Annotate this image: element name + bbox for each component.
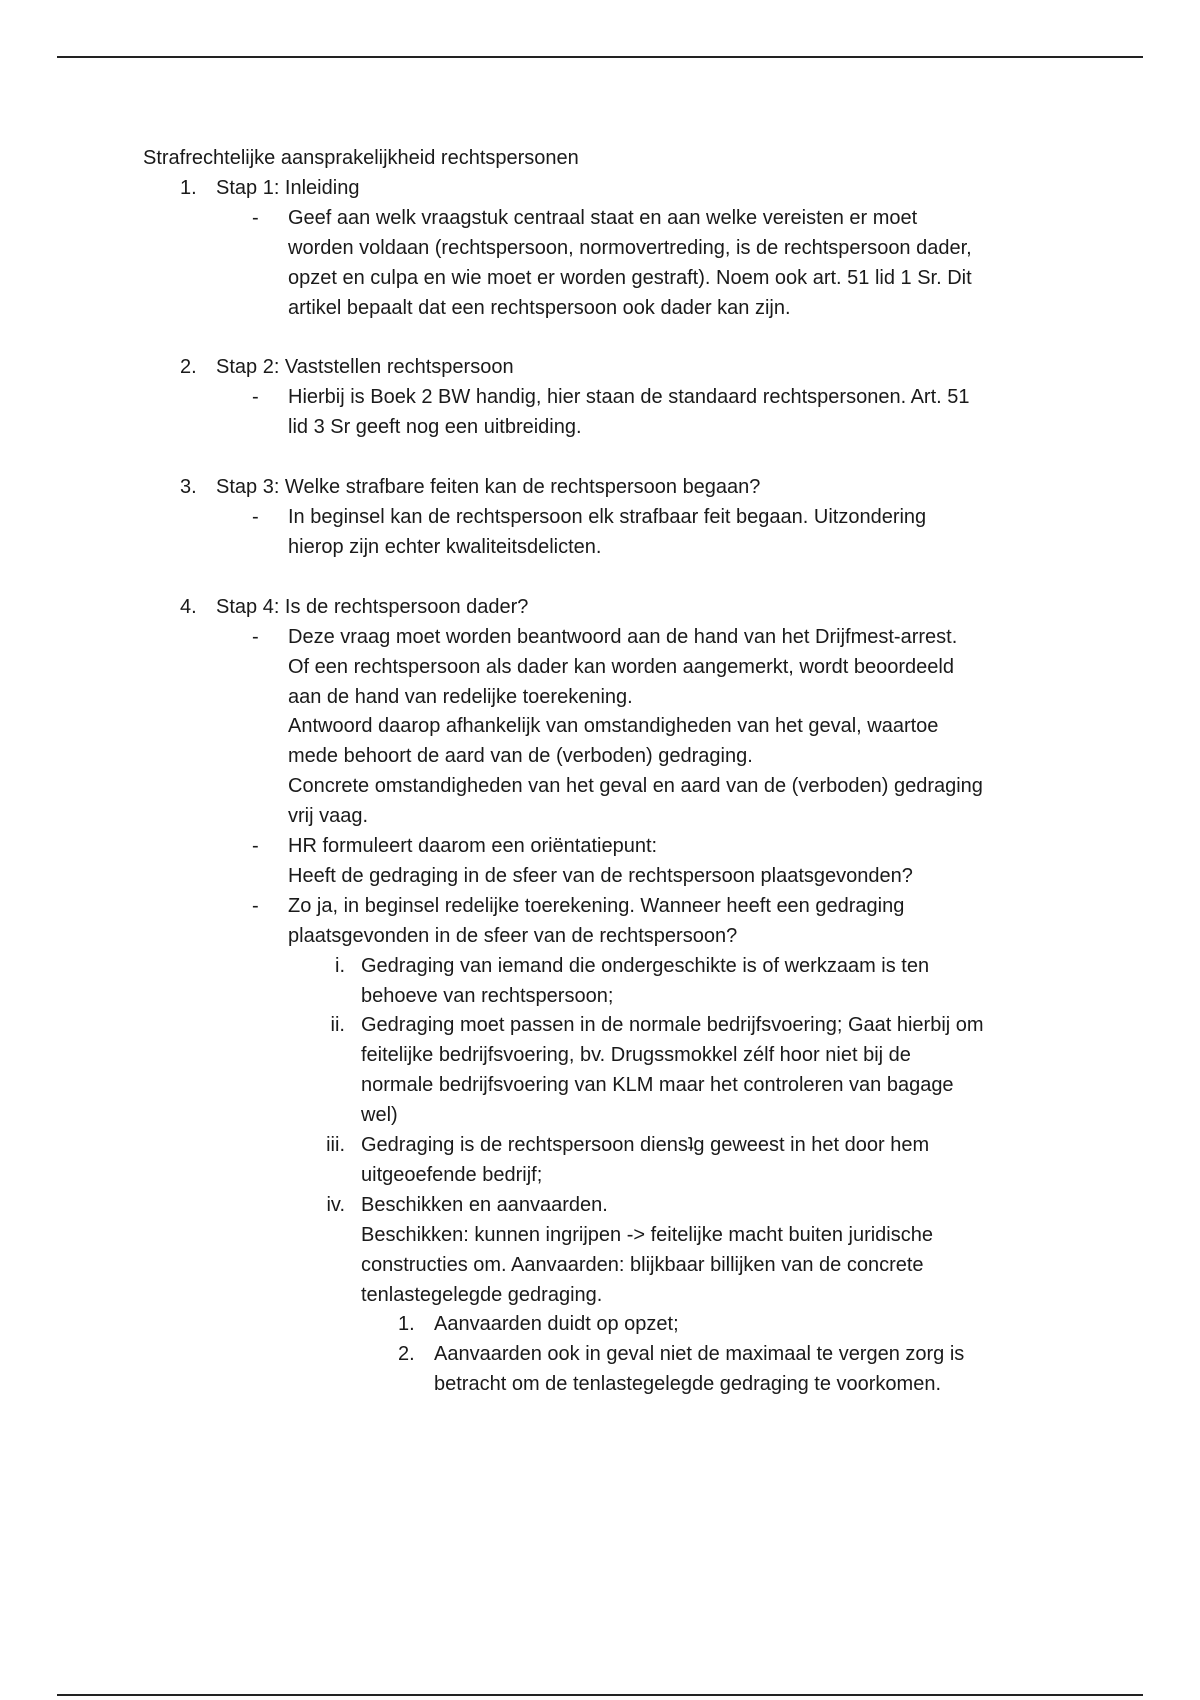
bullet-dash: -	[252, 206, 259, 229]
bullet-text-line: In beginsel kan de rechtspersoon elk strafbaar feit begaan. Uitzondering	[288, 506, 927, 528]
step-number: 4.	[180, 595, 197, 618]
bullet-text-line: artikel bepaalt dat een rechtspersoon ook dader kan zijn.	[288, 296, 791, 319]
bullet-text-line: Hierbij is Boek 2 BW handig, hier staan de standaard rechtspersonen. Art. 51	[288, 386, 970, 409]
step-heading: Stap 2: Vaststellen rechtspersoon	[216, 356, 514, 379]
bullet-text-line: Geef aan welk vraagstuk centraal staat en aan welke vereisten er moet	[288, 206, 918, 229]
header-rule	[57, 56, 1143, 58]
document-title: Strafrechtelijke aansprakelijkheid rechtspersonen	[143, 147, 579, 169]
sub-item-number: 2.	[398, 1343, 415, 1366]
criterion-text-line: tenlastegelegde gedraging.	[361, 1283, 603, 1306]
criterion-text-line: uitgeoefende bedrijf;	[361, 1163, 543, 1186]
criterion-text-line: Gedraging moet passen in de normale bedrijfsvoering; Gaat hierbij om	[361, 1014, 984, 1037]
criterion-numeral: iv.	[326, 1193, 345, 1216]
criterion-text-line: Beschikken en aanvaarden.	[361, 1193, 608, 1216]
step-heading: Stap 1: Inleiding	[216, 176, 360, 199]
bullet-text-line: lid 3 Sr geeft nog een uitbreiding.	[288, 416, 582, 439]
criterion-text-line: behoeve van rechtspersoon;	[361, 984, 614, 1007]
sub-item-text-line: Aanvaarden ook in geval niet de maximaal te vergen zorg is	[434, 1343, 965, 1366]
bullet-text-line: vrij vaag.	[288, 805, 369, 828]
bullet-text-line: mede behoort de aard van de (verboden) gedraging.	[288, 745, 753, 768]
bullet-text-line: Concrete omstandigheden van het geval en aard van de (verboden) gedraging	[288, 775, 983, 798]
criterion-numeral: ii.	[330, 1014, 345, 1037]
bullet-text-line: aan de hand van redelijke toerekening.	[288, 685, 633, 708]
bullet-text-line: worden voldaan (rechtspersoon, normovertreding, is de rechtspersoon dader,	[288, 236, 972, 259]
criterion-text-line: Gedraging van iemand die ondergeschikte is of werkzaam is ten	[361, 954, 930, 977]
bullet-text-line: Of een rechtspersoon als dader kan worden aangemerkt, wordt beoordeeld	[288, 655, 954, 678]
step-heading: Stap 3: Welke strafbare feiten kan de rechtspersoon begaan?	[216, 476, 761, 499]
bullet-text-line: Heeft de gedraging in de sfeer van de rechtspersoon plaatsgevonden?	[288, 864, 913, 887]
criterion-numeral: i.	[335, 954, 345, 977]
bullet-text-line: plaatsgevonden in de sfeer van de rechtspersoon?	[288, 924, 738, 947]
step-number: 2.	[180, 356, 197, 379]
criterion-text-line: Beschikken: kunnen ingrijpen -> feitelijke macht buiten juridische	[361, 1223, 933, 1246]
bullet-dash: -	[252, 625, 259, 648]
criterion-numeral: iii.	[326, 1134, 345, 1156]
step-heading: Stap 4: Is de rechtspersoon dader?	[216, 595, 529, 618]
bullet-text-line: Zo ja, in beginsel redelijke toerekening. Wanneer heeft een gedraging	[288, 894, 905, 917]
bullet-dash: -	[252, 506, 259, 528]
bullet-text-line: HR formuleert daarom een oriëntatiepunt:	[288, 835, 658, 857]
step-number: 3.	[180, 476, 197, 499]
sub-item-text-line: Aanvaarden duidt op opzet;	[434, 1313, 679, 1336]
criterion-text-line: wel)	[361, 1104, 398, 1127]
bullet-text-line: Deze vraag moet worden beantwoord aan de hand van het Drijfmest-arrest.	[288, 625, 958, 648]
sub-item-text-line: betracht om de tenlastegelegde gedraging te voorkomen.	[434, 1373, 942, 1396]
bullet-text-line: opzet en culpa en wie moet er worden gestraft). Noem ook art. 51 lid 1 Sr. Dit	[288, 266, 972, 289]
bullet-text-line: hierop zijn echter kwaliteitsdelicten.	[288, 535, 602, 558]
sub-item-number: 1.	[398, 1313, 415, 1336]
bullet-text-line: Antwoord daarop afhankelijk van omstandigheden van het geval, waartoe	[288, 715, 939, 738]
criterion-text-line: Gedraging is de rechtspersoon diensʇg geweest in het door hem	[361, 1134, 930, 1156]
criterion-text-line: constructies om. Aanvaarden: blijkbaar billijken van de concrete	[361, 1253, 924, 1276]
bullet-dash: -	[252, 894, 259, 917]
bullet-dash: -	[252, 386, 259, 409]
criterion-text-line: normale bedrijfsvoering van KLM maar het controleren van bagage	[361, 1074, 954, 1097]
bullet-dash: -	[252, 835, 259, 857]
criterion-text-line: feitelijke bedrijfsvoering, bv. Drugssmokkel zélf hoor niet bij de	[361, 1044, 911, 1067]
footer-rule	[57, 1694, 1143, 1696]
step-number: 1.	[180, 176, 197, 199]
